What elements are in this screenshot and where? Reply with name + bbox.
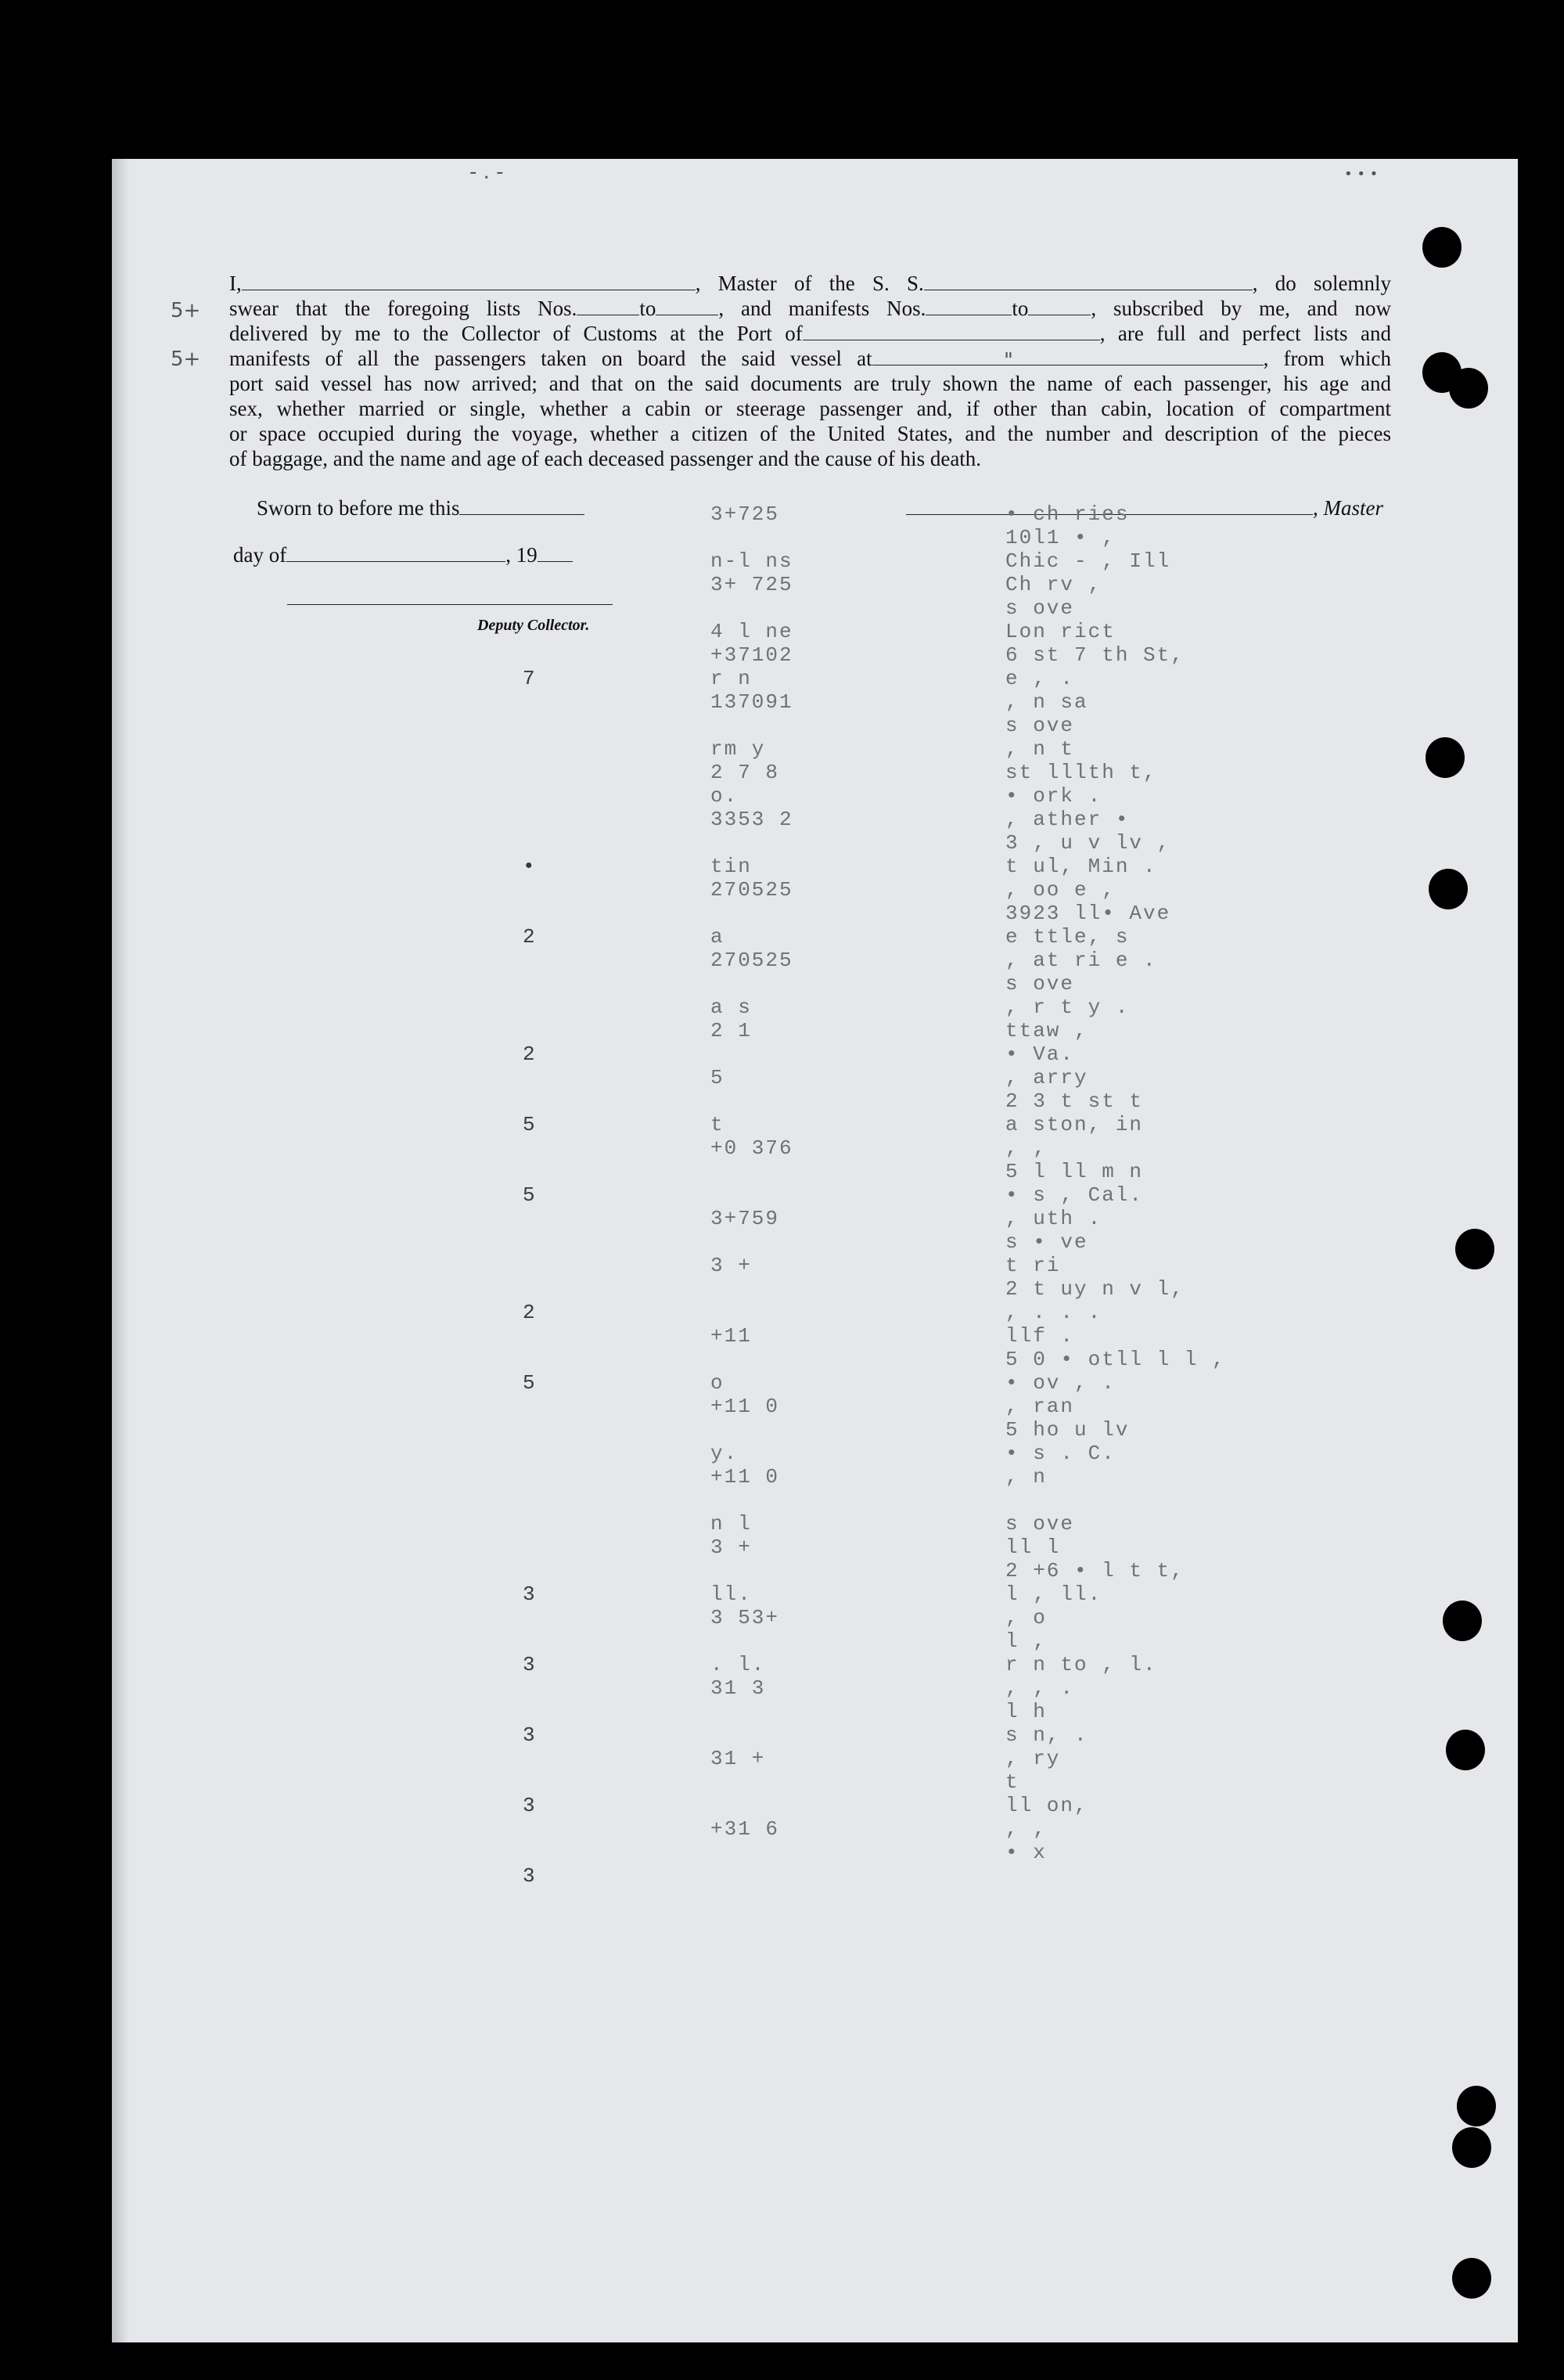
row-address-cell: ll l [1005,1536,1061,1559]
row-address-cell: • s . C. [1005,1442,1116,1465]
row-address-cell: , n t [1005,737,1075,761]
row-address-cell: , , [1005,1136,1047,1160]
row-number-cell: t [710,1113,724,1136]
blank-manifest-from [926,297,1012,315]
row-number-cell: 137091 [710,690,793,714]
row-number-cell: +11 0 [710,1395,780,1418]
row-address-cell: st lllth t, [1005,761,1157,784]
row-count-cell: 5 [523,1371,537,1395]
row-number-cell: +0 376 [710,1136,793,1160]
row-number-cell: +31 6 [710,1817,780,1841]
row-address-cell: • x [1005,1841,1047,1864]
punch-hole-6 [1455,1229,1494,1269]
oath-line-2: swear that the foregoing lists Nos. to , and manifests Nos. to , subscribed by me, and now [229,297,1391,320]
row-count-cell: 3 [523,1653,537,1676]
row-address-cell: l , ll. [1005,1582,1102,1606]
punch-hole-8 [1446,1730,1485,1770]
row-count-cell: 5 [523,1113,537,1136]
row-number-cell: n-l ns [710,549,793,573]
row-count-cell: 2 [523,925,537,949]
row-number-cell: +37102 [710,643,793,667]
sworn-line: Sworn to before me this [257,496,584,520]
blank-ship-name [924,272,1253,290]
row-number-cell: 3 53+ [710,1606,780,1629]
row-address-cell: s ove [1005,714,1075,737]
oath-line-5: port said vessel has now arrived; and that on the said documents are truly shown the name of each passenger, his age and [229,372,1391,395]
row-address-cell: , uth . [1005,1207,1102,1230]
oath-line-3: delivered by me to the Collector of Customs at the Port of , are full and perfect lists and [229,322,1391,345]
row-address-cell: , ry [1005,1747,1061,1770]
row-number-cell: 270525 [710,878,793,902]
row-number-cell: 3+759 [710,1207,780,1230]
row-number-cell: 3 + [710,1254,752,1277]
row-address-cell: 6 st 7 th St, [1005,643,1185,667]
row-number-cell: . l. [710,1653,766,1676]
row-address-cell: e ttle, s [1005,925,1130,949]
punch-hole-9 [1457,2086,1496,2126]
row-address-cell: , n [1005,1465,1047,1489]
punch-hole-5 [1429,869,1468,909]
row-address-cell: , r t y . [1005,996,1130,1019]
row-number-cell: 5 [710,1066,724,1089]
row-address-cell: , arry [1005,1066,1088,1089]
row-count-cell: 5 [523,1183,537,1207]
row-address-cell: 10l1 • , [1005,526,1116,549]
row-number-cell: 3+ 725 [710,573,793,596]
deputy-collector-label: Deputy Collector. [477,617,590,634]
row-address-cell: , n sa [1005,690,1088,714]
row-number-cell: a s [710,996,752,1019]
row-number-cell: 3353 2 [710,808,793,831]
row-address-cell: l h [1005,1700,1047,1723]
row-address-cell: , ather • [1005,808,1130,831]
row-address-cell: 2 +6 • l t t, [1005,1559,1185,1582]
punch-hole-10 [1452,2127,1491,2168]
margin-mark-2: 5+ [171,347,201,371]
row-number-cell: 3+725 [710,502,780,526]
blank-list-to [656,297,718,315]
oath-line-8: of baggage, and the name and age of each deceased passenger and the cause of his death. [229,447,982,470]
row-count-cell: 3 [523,1864,537,1888]
row-address-cell: , o [1005,1606,1047,1629]
row-address-cell: 3 , u v lv , [1005,831,1171,855]
row-number-cell: rm y [710,737,766,761]
oath-paragraph [229,271,1391,471]
row-address-cell: l , [1005,1629,1047,1653]
blank-manifest-to [1028,297,1091,315]
blank-month [286,544,505,562]
row-address-cell: 3923 ll• Ave [1005,902,1171,925]
ditto-mark: " [1004,349,1013,373]
row-count-cell: 3 [523,1582,537,1606]
row-address-cell: r n to , l. [1005,1653,1157,1676]
row-address-cell: ll on, [1005,1794,1088,1817]
row-address-cell: , . . . [1005,1301,1102,1324]
row-address-cell: , ran [1005,1395,1075,1418]
row-count-cell: 3 [523,1794,537,1817]
row-address-cell: , at ri e . [1005,949,1157,972]
deputy-signature-line [287,604,613,605]
row-number-cell: tin [710,855,752,878]
row-address-cell: 2 3 t st t [1005,1089,1144,1113]
row-address-cell: 2 t uy n v l, [1005,1277,1185,1301]
oath-line-6: sex, whether married or single, whether a cabin or steerage passenger and, if other than cabin, location of compartment [229,397,1391,420]
row-number-cell: n l [710,1512,752,1536]
row-address-cell: a ston, in [1005,1113,1144,1136]
row-count-cell: • [523,855,537,878]
row-address-cell: Chic - , Ill [1005,549,1171,573]
row-number-cell: +11 [710,1324,752,1348]
row-address-cell: 5 l ll m n [1005,1160,1144,1183]
row-address-cell: • Va. [1005,1042,1075,1066]
row-number-cell: ll. [710,1582,752,1606]
row-address-cell: s n, . [1005,1723,1088,1747]
blank-sworn-day [459,497,584,515]
row-number-cell: 2 7 8 [710,761,780,784]
document-page [112,159,1518,2342]
row-number-cell: o [710,1371,724,1395]
row-number-cell: r n [710,667,752,690]
oath-line-4: manifests of all the passengers taken on board the said vessel at , from which [229,347,1391,370]
punch-hole-11 [1452,2258,1491,2299]
row-address-cell: t [1005,1770,1019,1794]
row-number-cell: 3 + [710,1536,752,1559]
row-address-cell: t ul, Min . [1005,855,1157,878]
row-address-cell: , , . [1005,1676,1075,1700]
row-address-cell: • ov , . [1005,1371,1116,1395]
blank-master-name [242,272,696,290]
row-count-cell: 2 [523,1301,537,1324]
row-address-cell: , oo e , [1005,878,1116,902]
punch-hole-3 [1449,368,1488,409]
row-number-cell: a [710,925,724,949]
page-edge-shadow [112,159,129,2342]
row-address-cell: 5 ho u lv [1005,1418,1130,1442]
row-number-cell: o. [710,784,739,808]
corner-dots: • • • [1344,166,1379,182]
oath-line-7: or space occupied during the voyage, whether a citizen of the United States, and the number and description of the pieces [229,422,1391,445]
punch-hole-1 [1422,227,1462,268]
blank-list-from [577,297,639,315]
row-number-cell: 4 l ne [710,620,793,643]
row-number-cell: 31 3 [710,1676,766,1700]
oath-line-1: I, , Master of the S. S. , do solemnly [229,272,1392,295]
top-mark: - . - [469,160,504,184]
margin-mark-1: 5+ [171,299,201,322]
row-address-cell: s ove [1005,972,1075,996]
row-address-cell: Ch rv , [1005,573,1102,596]
blank-port [803,322,1100,340]
row-number-cell: 31 + [710,1747,766,1770]
row-count-cell: 7 [523,667,537,690]
row-number-cell: +11 0 [710,1465,780,1489]
row-number-cell: 2 1 [710,1019,752,1042]
row-count-cell: 3 [523,1723,537,1747]
blank-departure-port [872,347,1264,365]
row-number-cell: 270525 [710,949,793,972]
punch-hole-7 [1443,1600,1482,1641]
day-of-line: day of , 19 [233,543,573,567]
row-number-cell: y. [710,1442,739,1465]
row-address-cell: ttaw , [1005,1019,1088,1042]
row-address-cell: s ove [1005,1512,1075,1536]
row-address-cell: • ch ries [1005,502,1130,526]
row-address-cell: • ork . [1005,784,1102,808]
row-address-cell: • s , Cal. [1005,1183,1144,1207]
row-address-cell: llf . [1005,1324,1075,1348]
punch-hole-4 [1426,737,1465,778]
blank-year [538,544,573,562]
row-address-cell: s • ve [1005,1230,1088,1254]
row-address-cell: 5 0 • otll l l , [1005,1348,1226,1371]
master-signature-line: , Master [906,496,1383,520]
row-address-cell: s ove [1005,596,1075,620]
row-address-cell: Lon rict [1005,620,1116,643]
row-address-cell: , , [1005,1817,1047,1841]
row-count-cell: 2 [523,1042,537,1066]
row-address-cell: e , . [1005,667,1075,690]
row-address-cell: t ri [1005,1254,1061,1277]
